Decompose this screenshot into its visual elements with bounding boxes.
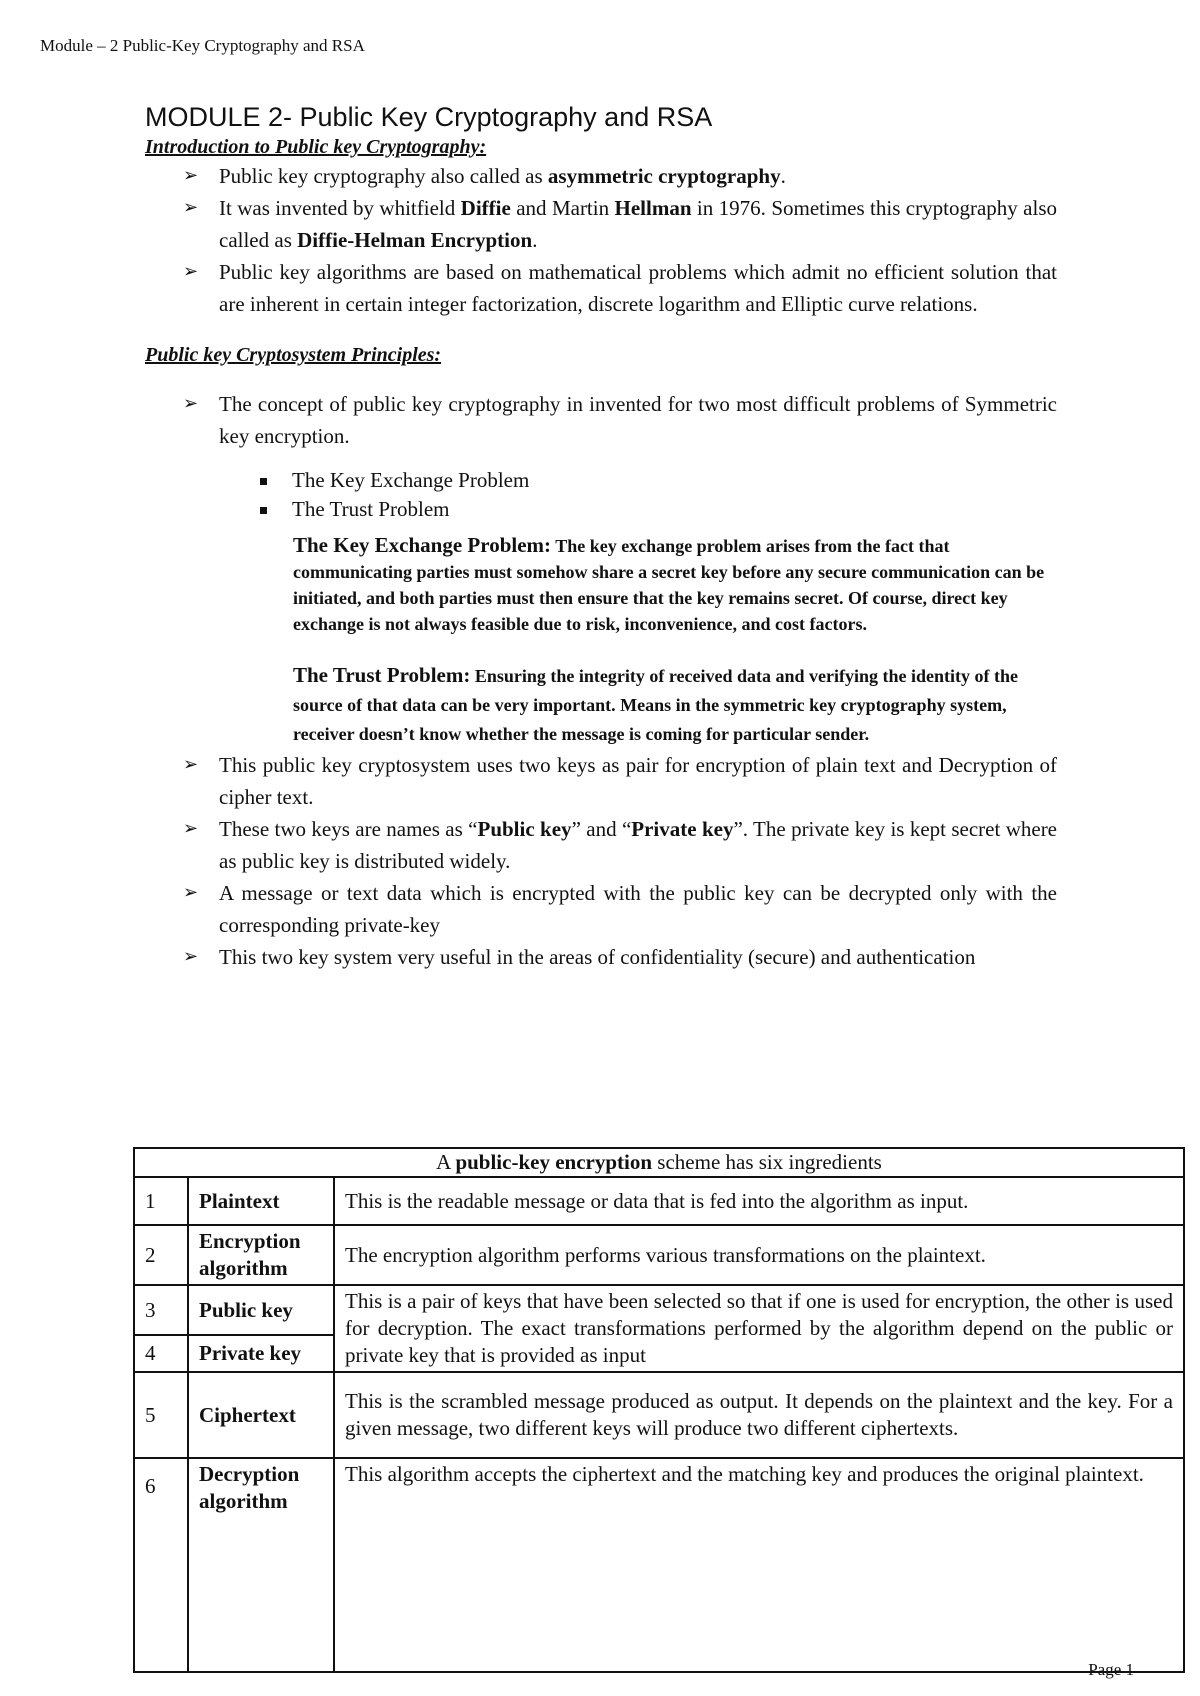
arrow-bullet-icon: ➢ (183, 197, 199, 218)
page-content (145, 100, 1057, 973)
key-exchange-text: The key exchange problem arises from the fact that communicating parties must somehow share a secret key before any secure communication can be initiated, and both parties must then ensure that the key remains secret. Of course, direct key exchange is not always feasible due to risk, inconvenience, and cost factors. (293, 536, 1045, 634)
principles-bullet-list (145, 388, 1057, 452)
running-header: Module – 2 Public-Key Cryptography and RSA (40, 36, 365, 55)
row-number: 4 (134, 1335, 188, 1372)
list-item (145, 388, 1057, 452)
bullet-text: ” and “ (571, 817, 632, 841)
list-item (145, 877, 1057, 941)
intro-bullet-list (145, 160, 1057, 320)
bullet-text: Public key algorithms are based on mathematical problems which admit no efficient solution that are inherent in certain integer factorization, discrete logarithm and Elliptic curve relations. (219, 260, 1057, 316)
bullet-bold-text: Public key (477, 817, 572, 841)
row-number: 6 (134, 1458, 188, 1672)
bullet-text: ”. The private key is kept secret where as public key is distributed widely. (219, 817, 1058, 873)
arrow-bullet-icon: ➢ (183, 818, 199, 839)
list-item (145, 941, 1057, 973)
ingredient-name: Public key (188, 1285, 334, 1335)
bullet-bold-text: Diffie (460, 196, 511, 220)
sub-bullet-text: The Key Exchange Problem (292, 468, 530, 492)
table-caption (134, 1148, 1184, 1177)
principles-heading: Public key Cryptosystem Principles: (145, 344, 442, 366)
ingredient-name: Plaintext (188, 1177, 334, 1225)
caption-bold-text: public-key encryption (455, 1150, 653, 1174)
key-exchange-problem (293, 532, 1057, 637)
square-bullet-icon (260, 478, 267, 485)
table-row (134, 1372, 1184, 1458)
trust-title: The Trust Problem: (293, 663, 471, 687)
ingredient-description: This algorithm accepts the ciphertext and the matching key and produces the original plaintext. (334, 1458, 1184, 1672)
trust-text: Ensuring the integrity of received data and verifying the identity of the source of that data can be very important. Means in the symmetric key cryptography system, receiver doesn’t know whether the message is coming for particular sender. (293, 666, 1018, 744)
bullet-bold-text: Private key (631, 817, 734, 841)
bullet-bold-text: asymmetric cryptography (547, 164, 781, 188)
table-caption-row (134, 1148, 1184, 1177)
table-row (134, 1458, 1184, 1672)
bullet-text: This public key cryptosystem uses two keys as pair for encryption of plain text and Decryption of cipher text. (219, 753, 1057, 809)
arrow-bullet-icon: ➢ (183, 946, 199, 967)
sub-bullet-text: The Trust Problem (292, 497, 450, 521)
list-item (145, 160, 1057, 192)
list-item (145, 256, 1057, 320)
sub-list-item (145, 466, 1057, 495)
bullet-text: A message or text data which is encrypted with the public key can be decrypted only with the corresponding private-key (219, 881, 1057, 937)
sub-list-item (145, 495, 1057, 524)
row-number: 2 (134, 1225, 188, 1285)
page-number: Page 1 (1088, 1660, 1134, 1679)
bullet-text: . (532, 228, 538, 252)
list-item (145, 192, 1057, 256)
list-item (145, 813, 1057, 877)
arrow-bullet-icon: ➢ (183, 393, 199, 414)
bullet-bold-text: Hellman (614, 196, 692, 220)
bullet-text: These two keys are names as “ (219, 817, 478, 841)
ingredient-description: The encryption algorithm performs various transformations on the plaintext. (334, 1225, 1184, 1285)
bullet-text: in 1976. Sometimes this cryptography also called as (219, 196, 1057, 252)
bullet-text: This two key system very useful in the areas of confidentiality (secure) and authentication (219, 945, 976, 969)
key-exchange-title: The Key Exchange Problem: (293, 533, 552, 557)
list-item (145, 749, 1057, 813)
arrow-bullet-icon: ➢ (183, 165, 199, 186)
caption-text: scheme has six ingredients (652, 1150, 882, 1174)
row-number: 1 (134, 1177, 188, 1225)
table-row (134, 1225, 1184, 1285)
intro-heading: Introduction to Public key Cryptography: (145, 136, 487, 158)
ingredient-name: Ciphertext (188, 1372, 334, 1458)
ingredient-description: This is the scrambled message produced as output. It depends on the plaintext and the key. For a given message, two different keys will produce two different ciphertexts. (334, 1372, 1184, 1458)
ingredient-name: Decryption algorithm (188, 1458, 334, 1672)
ingredient-name: Encryption algorithm (188, 1225, 334, 1285)
bullet-bold-text: Diffie-Helman Encryption (297, 228, 533, 252)
ingredient-description: This is a pair of keys that have been selected so that if one is used for encryption, the other is used for decryption. The exact transformations performed by the algorithm depend on the public or private key that is provided as input (334, 1285, 1184, 1372)
bullet-text: . (780, 164, 786, 188)
ingredient-name: Private key (188, 1335, 334, 1372)
problem-sub-list (145, 466, 1057, 524)
bullet-text: It was invented by whitfield (219, 196, 461, 220)
row-number: 5 (134, 1372, 188, 1458)
table-row (134, 1177, 1184, 1225)
row-number: 3 (134, 1285, 188, 1335)
principles-bullet-list-2 (145, 749, 1057, 973)
arrow-bullet-icon: ➢ (183, 882, 199, 903)
trust-problem (293, 661, 1057, 749)
bullet-text: and Martin (510, 196, 615, 220)
caption-text: A (436, 1150, 456, 1174)
page-title: MODULE 2- Public Key Cryptography and RSA (145, 102, 713, 132)
square-bullet-icon (260, 507, 267, 514)
ingredient-description: This is the readable message or data that is fed into the algorithm as input. (334, 1177, 1184, 1225)
table-row (134, 1285, 1184, 1335)
arrow-bullet-icon: ➢ (183, 754, 199, 775)
arrow-bullet-icon: ➢ (183, 261, 199, 282)
bullet-text: Public key cryptography also called as (219, 164, 548, 188)
ingredients-table (133, 1147, 1185, 1673)
bullet-text: The concept of public key cryptography in invented for two most difficult problems of Symmetric key encryption. (219, 392, 1057, 448)
